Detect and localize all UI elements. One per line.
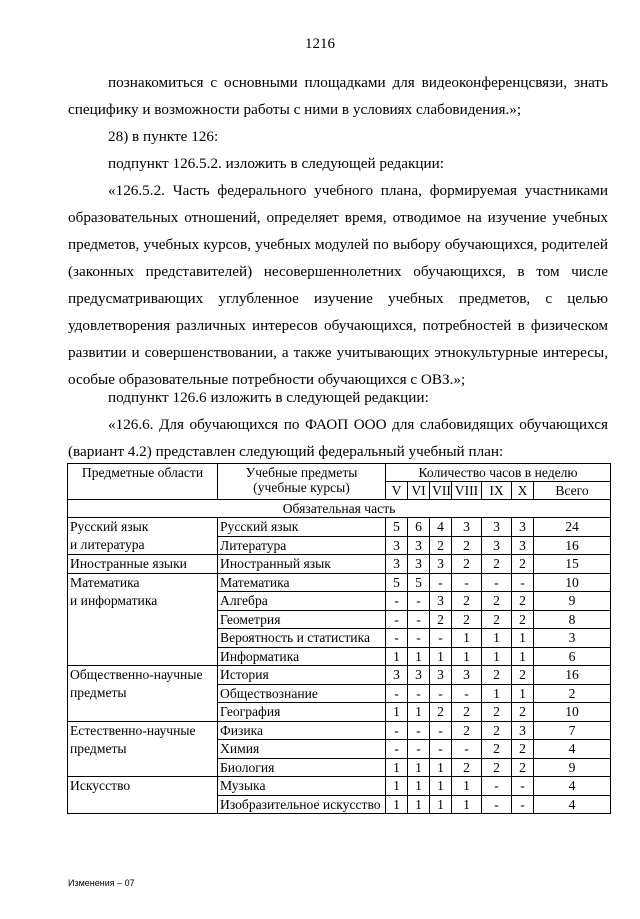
hours-cell: 3 [430,666,452,685]
hours-cell: 1 [482,684,512,703]
hours-cell: 4 [430,518,452,537]
subject-cell: География [218,703,386,722]
hours-cell: 2 [482,610,512,629]
hours-cell: 1 [482,629,512,648]
total-cell: 4 [534,795,611,814]
table-body [68,518,611,814]
hours-cell: - [512,777,534,796]
hours-cell: 3 [512,536,534,555]
hours-cell: 2 [512,666,534,685]
paragraph-1: познакомиться с основными площадками для видеоконференцсвязи, знать специфику и возможности работы с ними в условиях слабовидения.»; [68,74,608,118]
hours-cell: - [452,684,482,703]
hours-cell: - [430,721,452,740]
hours-cell: 3 [408,555,430,574]
paragraph-4: «126.5.2. Часть федерального учебного плана, формируемая участниками образовательных отношений, определяет время, отводимое на изучение учебных предметов, учебных курсов, учебных модулей по выбору обучающихся, родителей (законных представителей) несовершеннолетних обучающихся, в том числе предусматривающих углубленное изучение учебных предметов, с целью удовлетворения различных интересов обучающихся, потребностей в физическом развитии и совершенствовании, а также учитывающих этнокультурные интересы, особые образовательные потребности обучающихся с ОВЗ.»; [68,182,608,388]
hours-cell: 5 [386,573,408,592]
total-cell: 4 [534,740,611,759]
hours-cell: - [408,629,430,648]
area-cell [68,795,218,814]
hours-cell: 1 [512,684,534,703]
hours-cell: 2 [452,555,482,574]
hours-cell: 1 [386,758,408,777]
hours-cell: 2 [452,536,482,555]
hours-cell: 2 [482,592,512,611]
subject-cell: Математика [218,573,386,592]
hours-cell: 1 [430,777,452,796]
header-grade: VIII [452,482,482,500]
table-row [68,795,611,814]
hours-cell: 5 [408,573,430,592]
hours-cell: 3 [452,666,482,685]
table-row [68,721,611,740]
subject-cell: Литература [218,536,386,555]
hours-cell: 2 [512,758,534,777]
header-grade: IX [482,482,512,500]
hours-cell: 3 [386,555,408,574]
hours-cell: 2 [430,536,452,555]
area-cell: Естественно-научные [68,721,218,740]
hours-cell: 2 [512,555,534,574]
hours-cell: 3 [430,592,452,611]
hours-cell: - [386,721,408,740]
paragraph-2: 28) в пункте 126: [108,128,219,145]
total-cell: 3 [534,629,611,648]
hours-cell: 1 [482,647,512,666]
hours-cell: - [430,629,452,648]
hours-cell: 2 [430,703,452,722]
subject-cell: Вероятность и статистика [218,629,386,648]
hours-cell: 1 [408,703,430,722]
header-grade: VI [408,482,430,500]
subject-cell: Русский язык [218,518,386,537]
hours-cell: - [452,740,482,759]
header-grade: X [512,482,534,500]
total-cell: 10 [534,703,611,722]
area-cell [68,610,218,629]
hours-cell: 1 [452,629,482,648]
hours-cell: 5 [386,518,408,537]
area-cell [68,758,218,777]
total-cell: 6 [534,647,611,666]
hours-cell: - [408,592,430,611]
header-grade: V [386,482,408,500]
section-title: Обязательная часть [68,500,611,518]
hours-cell: - [386,629,408,648]
total-cell: 15 [534,555,611,574]
subject-cell: История [218,666,386,685]
total-cell: 4 [534,777,611,796]
table-row [68,610,611,629]
header-areas: Предметные области [68,464,218,500]
subject-cell: Физика [218,721,386,740]
area-cell [68,647,218,666]
hours-cell: - [482,777,512,796]
hours-cell: 1 [386,777,408,796]
area-cell: и информатика [68,592,218,611]
hours-cell: 1 [452,777,482,796]
hours-cell: 2 [512,740,534,759]
hours-cell: 3 [386,536,408,555]
hours-cell: 2 [482,666,512,685]
area-cell: предметы [68,684,218,703]
subject-cell: Биология [218,758,386,777]
hours-cell: 3 [512,721,534,740]
hours-cell: - [430,740,452,759]
hours-cell: 3 [512,518,534,537]
area-cell: Общественно-научные [68,666,218,685]
table-row [68,758,611,777]
footer-note: Изменения – 07 [68,878,135,888]
area-cell: Русский язык [68,518,218,537]
total-cell: 16 [534,666,611,685]
hours-cell: 1 [408,758,430,777]
hours-cell: 2 [512,610,534,629]
total-cell: 9 [534,592,611,611]
subject-cell: Химия [218,740,386,759]
hours-cell: - [408,684,430,703]
area-cell: и литература [68,536,218,555]
hours-cell: 2 [482,758,512,777]
hours-cell: - [482,573,512,592]
hours-cell: 2 [452,721,482,740]
hours-cell: 1 [452,647,482,666]
curriculum-table [67,463,611,814]
header-grade: VII [430,482,452,500]
table-row [68,647,611,666]
hours-cell: - [408,721,430,740]
total-cell: 7 [534,721,611,740]
paragraph-3: подпункт 126.5.2. изложить в следующей редакции: [108,155,444,172]
subject-cell: Информатика [218,647,386,666]
area-cell [68,629,218,648]
hours-cell: 2 [452,610,482,629]
total-cell: 2 [534,684,611,703]
hours-cell: 2 [452,592,482,611]
table-row [68,555,611,574]
hours-cell: - [512,795,534,814]
hours-cell: 2 [482,555,512,574]
hours-cell: 3 [430,555,452,574]
hours-cell: 2 [482,721,512,740]
hours-cell: 2 [482,703,512,722]
paragraph-6: «126.6. Для обучающихся по ФАОП ООО для слабовидящих обучающихся (вариант 4.2) представлен следующий федеральный учебный план: [68,416,608,460]
hours-cell: 1 [512,629,534,648]
hours-cell: 2 [452,703,482,722]
hours-cell: 1 [430,758,452,777]
paragraph-5: подпункт 126.6 изложить в следующей редакции: [108,389,429,406]
hours-cell: - [386,610,408,629]
hours-cell: 1 [512,647,534,666]
subject-cell: Геометрия [218,610,386,629]
table-row [68,666,611,685]
header-subjects: Учебные предметы (учебные курсы) [218,464,386,500]
area-cell [68,703,218,722]
hours-cell: 3 [386,666,408,685]
hours-cell: 3 [482,518,512,537]
hours-cell: 3 [452,518,482,537]
hours-cell: 1 [408,795,430,814]
hours-cell: 2 [512,703,534,722]
header-total: Всего [534,482,611,500]
table-row [68,740,611,759]
area-cell: Искусство [68,777,218,796]
table-row [68,573,611,592]
subject-cell: Музыка [218,777,386,796]
hours-cell: 2 [512,592,534,611]
total-cell: 9 [534,758,611,777]
hours-cell: 1 [386,647,408,666]
page-number: 1216 [305,36,335,52]
hours-cell: 3 [408,666,430,685]
hours-cell: 1 [430,795,452,814]
header-hours: Количество часов в неделю [386,464,611,482]
area-cell: Иностранные языки [68,555,218,574]
hours-cell: - [408,740,430,759]
hours-cell: 1 [386,703,408,722]
hours-cell: 1 [408,647,430,666]
table-row [68,703,611,722]
table-row [68,518,611,537]
hours-cell: - [386,740,408,759]
hours-cell: 2 [482,740,512,759]
hours-cell: 3 [482,536,512,555]
subject-cell: Алгебра [218,592,386,611]
hours-cell: - [452,573,482,592]
hours-cell: 2 [430,610,452,629]
hours-cell: - [408,610,430,629]
hours-cell: - [512,573,534,592]
area-cell: предметы [68,740,218,759]
table-row [68,684,611,703]
hours-cell: - [386,592,408,611]
total-cell: 8 [534,610,611,629]
total-cell: 16 [534,536,611,555]
area-cell: Математика [68,573,218,592]
hours-cell: - [430,573,452,592]
table-row [68,629,611,648]
table-row [68,592,611,611]
hours-cell: 1 [408,777,430,796]
subject-cell: Изобразительное искусство [218,795,386,814]
table-row [68,536,611,555]
hours-cell: 1 [452,795,482,814]
hours-cell: - [482,795,512,814]
total-cell: 24 [534,518,611,537]
table-row [68,777,611,796]
subject-cell: Иностранный язык [218,555,386,574]
hours-cell: 6 [408,518,430,537]
total-cell: 10 [534,573,611,592]
hours-cell: - [430,684,452,703]
hours-cell: 1 [430,647,452,666]
hours-cell: - [386,684,408,703]
hours-cell: 2 [452,758,482,777]
hours-cell: 1 [386,795,408,814]
subject-cell: Обществознание [218,684,386,703]
hours-cell: 3 [408,536,430,555]
